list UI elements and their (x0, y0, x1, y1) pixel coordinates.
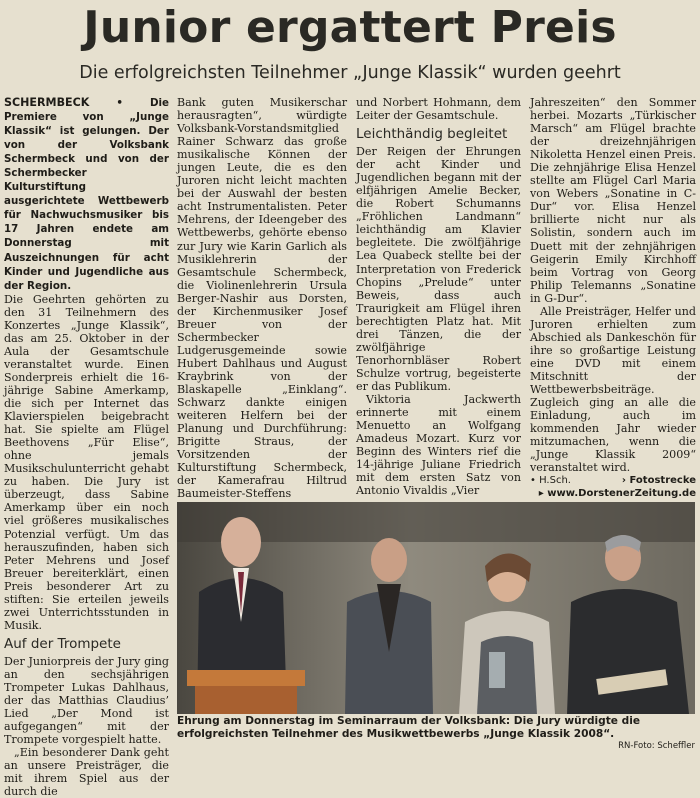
author-signature: • H.Sch. (530, 475, 571, 487)
photo-caption: Ehrung am Donnerstag im Seminarraum der Volksbank: Die Jury würdigte die erfolgreichsten Teilnehmer des Musikwettbewerbs „Junge Klassik 2008“. (177, 715, 641, 740)
article-paragraph: „Ein besonderer Dank geht an unsere Preisträger, die mit ihrem Spiel aus der durch die (4, 746, 169, 798)
article-paragraph: Die Geehrten gehörten zu den 31 Teilnehmern des Konzertes „Junge Klassik“, das am 25. Oktober in der Aula der Gesamtschule veranstaltet wurde. Einen Sonderpreis erhielt die 16-jährige Sabine Amerkamp, die sich per Internet das Klavierspielen beigebracht hat. Sie spielte am Flügel Beethovens „Für Elise“, ohne jemals Musikschulunterricht gehabt zu haben. Die Jury ist überzeugt, dass Sabine Amerkamp über ein noch viel größeres musikalisches Potenzial verfügt. Um das herauszufinden, haben sich Peter Mehrens und Josef Breuer bereiterklärt, einen Preis besonderer Art zu stiften: Sie erteilen jeweils zwei Unterrichtsstunden in Musik. (4, 292, 169, 632)
article-column-4 (530, 96, 696, 501)
article-paragraph: Viktoria Jackwerth erinnerte mit einem Menuetto an Wolfgang Amadeus Mozart. Kurz vor Beginn des Winters rief die 14-jährige Juliane Friedrich mit dem ersten Satz von Antonio Vivaldis „Vier (356, 392, 521, 498)
article-column-3 (356, 96, 521, 497)
photo-credit: RN-Foto: Scheffler (618, 741, 695, 751)
article-paragraph: Bank guten Musikerschar herausragten“, würdigte Volksbank-Vorstandsmitglied Rainer Schwarz das große musikalische Können der jungen Leute, die es den Juroren nicht leicht machten bei der Auswahl der besten acht Instrumentalisten. Peter Mehrens, der Ideengeber des Wettbewerbs, gehörte ebenso zur Jury wie Karin Garlich als Musiklehrerin der Gesamtschule Schermbeck, die Violinenlehrerin Ursula Berger-Nashir aus Dorsten, der Kirchenmusiker Josef Breuer von der Schermbecker Ludgerusgemeinde sowie Hubert Dahlhaus und August Kraybrink von der Blaskapelle „Einklang“. Schwarz dankte einigen weiteren Helfern bei der Planung und Durchführung: Brigitte Straus, der Vorsitzenden der Kulturstiftung Schermbeck, der Kamerafrau Hiltrud Baumeister-Steffens (177, 96, 347, 501)
article-column-1 (4, 96, 169, 798)
section-heading-trompete: Auf der Trompete (4, 635, 121, 652)
article-paragraph: und Norbert Hohmann, dem Leiter der Gesamtschule. (356, 96, 521, 123)
article-paragraph: Der Juniorpreis der Jury ging an den sechsjährigen Trompeter Lukas Dahlhaus, der das Matthias Claudius’ Lied „Der Mond ist aufgegangen“ mit der Trompete vorgespielt hatte. (4, 654, 169, 747)
article-paragraph: Alle Preisträger, Helfer und Juroren erhielten zum Abschied als Dankeschön für ihre so großartige Leistung eine DVD mit einem Mitschnitt der Wettbewerbsbeiträge. Zugleich ging an alle die Einladung, auch im kommenden Jahr wieder mitzumachen, wenn die „Junge Klassik 2009“ veranstaltet wird. (530, 304, 696, 475)
section-heading-leichthaendig: Leichthändig begleitet (356, 126, 508, 143)
author-signature-row (530, 474, 696, 487)
dateline: SCHERMBECK (4, 96, 90, 109)
article-column-2 (177, 96, 347, 500)
article-paragraph: Der Reigen der Ehrungen der acht Kinder und Jugendlichen begann mit der elfjährigen Amelie Becker, die Robert Schumanns „Fröhlichen Landmann“ leichthändig am Klavier begleitete. Die zwölfjährige Lea Quabeck stellte bei der Interpretation von Frederick Chopins „Prelude“ unter Beweis, dass auch Traurigkeit am Flügel ihren berechtigten Platz hat. Mit drei Tänzen, die der zwölfjährige Tenorhornbläser Robert Schulze vortrug, begeisterte er das Publikum. (356, 145, 521, 393)
article-paragraph: Jahreszeiten“ den Sommer herbei. Mozarts „Türkischer Marsch“ am Flügel brachte der dreizehnjährigen Nikoletta Henzel einen Preis. Die zehnjährige Elisa Henzel stellte am Flügel Carl Maria von Webers „Sonatine in C-Dur“ vor. Elisa Henzel brillierte nicht nur als Solistin, sondern auch im Duett mit der zehnjährigen Geigerin Emily Kirchhoff beim Vortrag von Georg Philip Telemanns „Sonatine in G-Dur“. (530, 96, 696, 305)
website-link[interactable]: ▸ www.DorstenerZeitung.de (538, 488, 696, 500)
award-ceremony-photo (177, 502, 695, 714)
article-lead: • Die Premiere von „Junge Klassik“ ist gelungen. Der von der Volksbank Schermbeck und von der Schermbecker Kulturstiftung ausgerichtete Wettbewerb für Nachwuchsmusiker bis 17 Jahren endete am Donnerstag mit Auszeichnungen für acht Kinder und Jugendliche aus der Region. (4, 97, 169, 292)
fotostrecke-link[interactable]: › Fotostrecke (621, 475, 696, 487)
headline: Junior ergattert Preis (83, 2, 617, 53)
subheadline: Die erfolgreichsten Teilnehmer „Junge Klassik“ wurden geehrt (79, 63, 621, 83)
